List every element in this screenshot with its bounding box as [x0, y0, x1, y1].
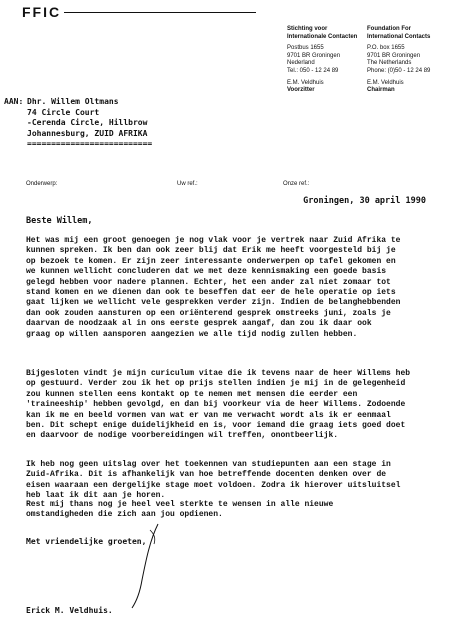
foundation-logo: FFIC: [22, 4, 62, 20]
recipient-address: Dhr. Willem Oltmans 74 Circle Court -Cerenda Circle, Hillbrow Johannesburg, ZUID AFRIKA ==========================: [27, 97, 153, 148]
body-paragraph-3: Ik heb nog geen uitslag over het toekennen van studiepunten aan een stage in Zuid-Afrika. Dit is afhankelijk van hoe betreffende docenten denken over de eisen waaraan een dergelijke stage moet voldoen. Zodra ik hierover uitsluitsel heb laat ik dit aan je horen.: [26, 460, 401, 501]
signer-name: Erick M. Veldhuis.: [26, 606, 113, 615]
address-line1: P.O. box 1655: [367, 45, 405, 52]
person-role: Chairman: [367, 87, 395, 94]
handwritten-signature: [120, 520, 180, 610]
person-role: Voorzitter: [287, 87, 315, 94]
org-name-line2: International Contacts: [367, 33, 431, 40]
body-paragraph-1: Het was mij een groot genoegen je nog vlak voor je vertrek naar Zuid Afrika te kunnen spreken. Ik ben dan ook zeer blij dat Erik me heeft voorgesteld bij je op bezoek te komen. Er zijn zeer interessante onderwerpen op tafel gekomen en we kunnen wellicht concluderen dat we met deze kennismaking een goede basis gelegd hebben voor nadere plannen. Echter, het een ander zal niet zomaar tot stand komen en we dienen dan ook te beseffen dat eer de hele operatie op iets gaat lijken we wellicht vele gesprekken verder zijn. Indien de belanghebbenden dan ook zouden aansturen op een oriënterend gesprek omstreeks juni, zoals je daarvan de noodzaak al in ons eerste gesprek aangaf, dan zou ik daar ook graag op willen aansporen aangezien we alle tijd nodig zullen hebben.: [26, 236, 401, 339]
phone-line: Phone: (0)50 - 12 24 89: [367, 67, 431, 74]
our-ref-label: Onze ref.:: [283, 181, 310, 187]
closing: Met vriendelijke groeten,: [26, 537, 147, 546]
address-line3: Nederland: [287, 60, 315, 67]
recipient-label: AAN:: [4, 97, 24, 106]
org-name-line1: Stichting voor: [287, 26, 328, 32]
salutation: Beste Willem,: [26, 216, 93, 226]
org-name-line1: Foundation For: [367, 26, 411, 32]
letterhead-english: [367, 26, 450, 95]
address-line2: 9701 BR Groningen: [367, 52, 421, 59]
address-line3: The Netherlands: [367, 60, 412, 67]
person-name: E.M. Veldhuis: [287, 79, 324, 86]
address-line1: Postbus 1655: [287, 45, 324, 52]
letterhead-dutch: [287, 26, 371, 95]
address-line2: 9701 BR Groningen: [287, 52, 341, 59]
your-ref-label: Uw ref.:: [177, 181, 198, 187]
subject-label: Onderwerp:: [26, 181, 58, 187]
body-paragraph-4: Rest mij thans nog je heel veel sterkte te wensen in alle nieuwe omstandigheden die zich aan jou opdienen.: [26, 500, 334, 520]
logo-rule: [64, 12, 256, 13]
letter-date: Groningen, 30 april 1990: [303, 196, 426, 206]
phone-line: Tel.: 050 - 12 24 89: [287, 67, 339, 74]
person-name: E.M. Veldhuis: [367, 79, 404, 86]
org-name-line2: Internationale Contacten: [287, 33, 358, 40]
body-paragraph-2: Bijgesloten vindt je mijn curiculum vitae die ik tevens naar de heer Willems heb op gestuurd. Verder zou ik het op prijs stellen indien je mij in de gelegenheid zou kunnen stellen eens kontakt op te nemen met mensen die eerder een 'traineeship' hebben gevolgd, en dan bij voorkeur via de heer Willems. Zodoende kan ik me en beeld vormen van wat er van me verwacht wordt als ik er eenmaal ben. Dit schept enige duidelijkheid en is, voor iemand die graag iets goed doet en daarvoor de nodige voorbereidingen wil treffen, onontbeerlijk.: [26, 369, 411, 441]
